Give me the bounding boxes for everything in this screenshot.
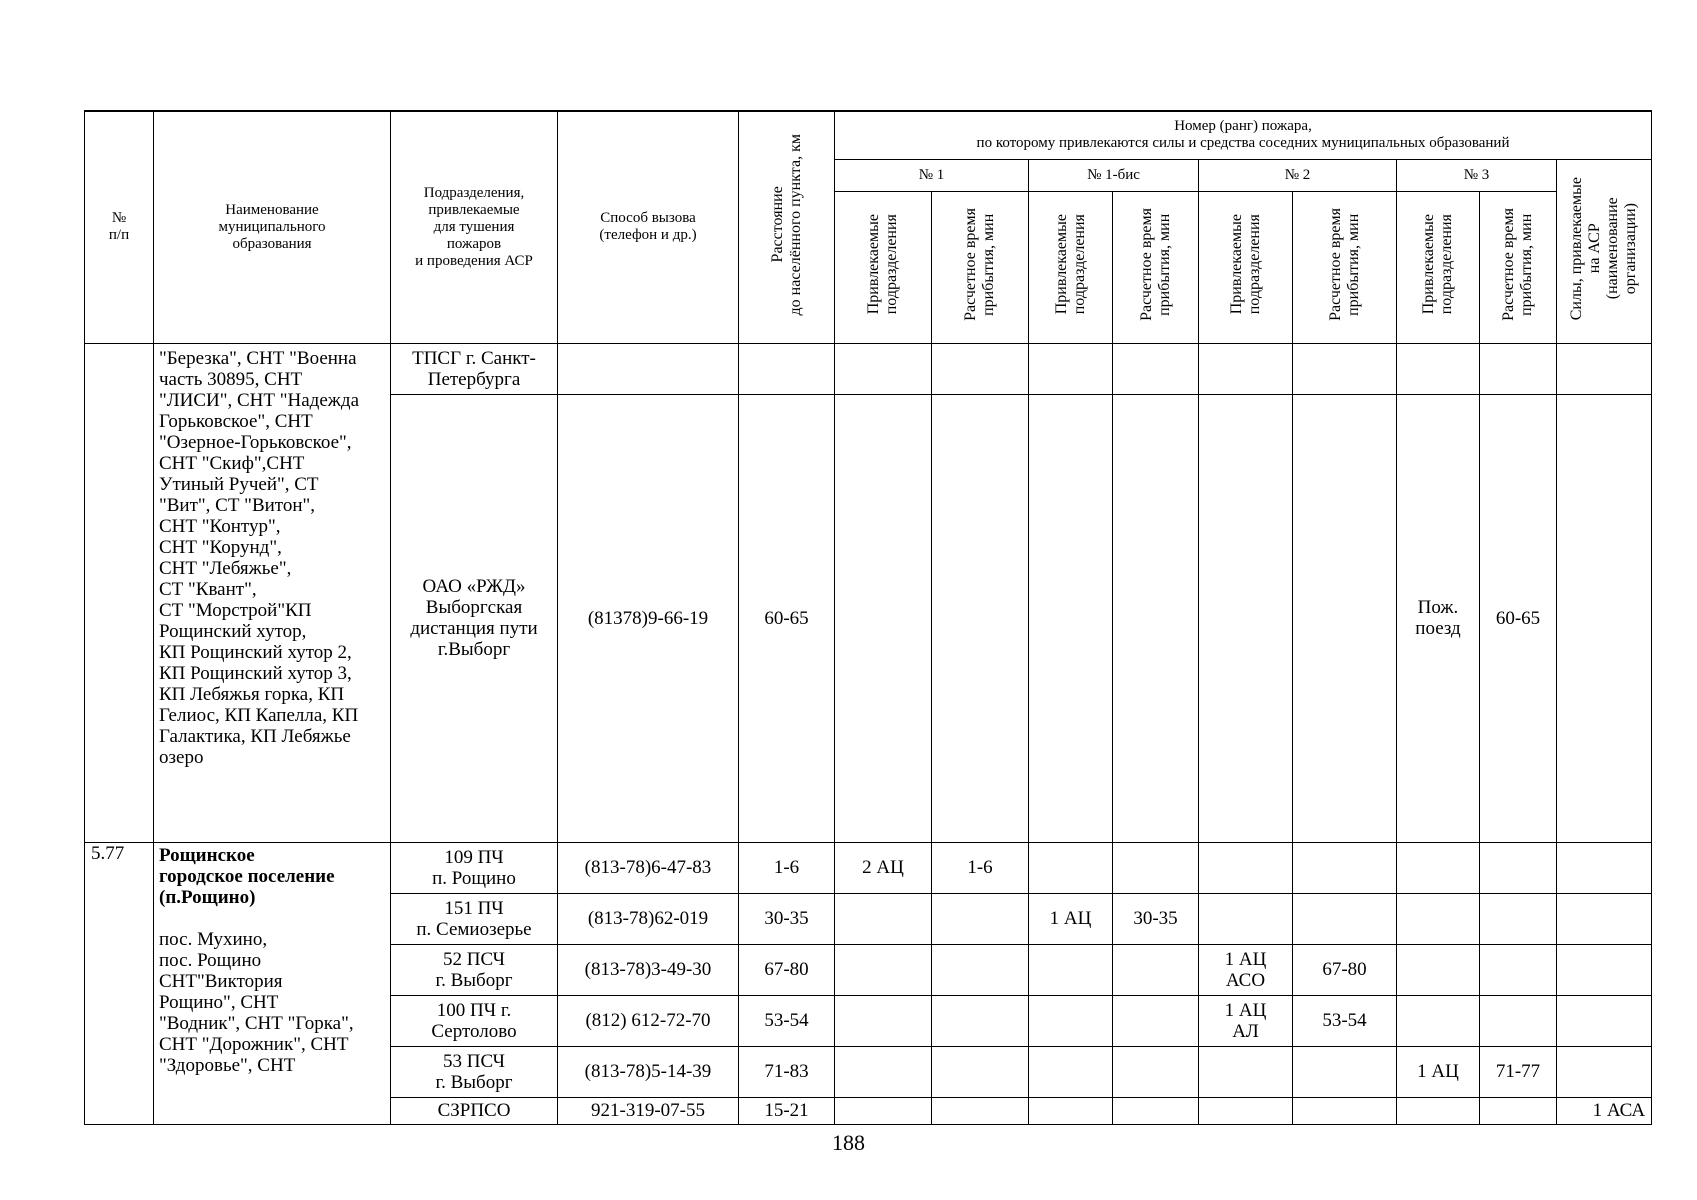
header-rank-1bis: № 1-бис	[1029, 159, 1199, 191]
r2-units-cell: 1 АЦ АЛ	[1199, 995, 1293, 1046]
r3-units-cell	[1397, 842, 1480, 893]
r1-units-cell	[835, 944, 932, 995]
r1b-units-cell	[1029, 842, 1113, 893]
call-cell: 921-319-07-55	[558, 1097, 739, 1124]
r1b-time-cell	[1113, 995, 1199, 1046]
r1b-time-cell	[1113, 1097, 1199, 1124]
r3-units-cell	[1397, 343, 1480, 394]
r1b-time-cell	[1113, 1046, 1199, 1097]
r1b-units-cell	[1029, 995, 1113, 1046]
header-asr: Силы, привлекаемые на АСР (наименование организации)	[1557, 159, 1652, 343]
r2-time-cell	[1293, 1046, 1397, 1097]
section-name-bold: Рощинское городское поселение (п.Рощино)	[159, 844, 335, 908]
unit-cell: 109 ПЧ п. Рощино	[391, 842, 558, 893]
distance-cell: 53-54	[739, 995, 835, 1046]
r1b-units-cell	[1029, 1046, 1113, 1097]
section-name	[154, 842, 391, 1124]
r2-units-cell: 1 АЦ АСО	[1199, 944, 1293, 995]
r1-time-cell	[932, 893, 1029, 944]
unit-cell: ТПСГ г. Санкт- Петербурга	[391, 343, 558, 394]
header-r1b-units: Привлекаемые подразделения	[1029, 191, 1113, 343]
header-r1b-time: Расчетное время прибытия, мин	[1113, 191, 1199, 343]
asr-cell	[1557, 1046, 1652, 1097]
distance-cell: 60-65	[739, 394, 835, 842]
r1b-units-cell	[1029, 944, 1113, 995]
r1-time-cell	[932, 1097, 1029, 1124]
asr-cell	[1557, 944, 1652, 995]
r3-time-cell	[1480, 995, 1557, 1046]
header-rank-3: № 3	[1397, 159, 1557, 191]
r3-time-cell	[1480, 1097, 1557, 1124]
r3-time-cell: 60-65	[1480, 394, 1557, 842]
header-distance: Расстояние до населённого пункта, км	[739, 111, 835, 343]
continuation-num	[85, 343, 154, 842]
r1-units-cell	[835, 893, 932, 944]
call-cell	[558, 343, 739, 394]
call-cell: (813-78)3-49-30	[558, 944, 739, 995]
continuation-name: "Березка", СНТ "Военна часть 30895, СНТ "ЛИСИ", СНТ "Надежда Горьковское", СНТ "Озерное-Горьковское", СНТ "Скиф",СНТ Утиный Ручей", СТ "Вит", СТ "Витон", СНТ "Контур", СНТ "Корунд", СНТ "Лебяжье", СТ "Квант", СТ "Морстрой"КП Рощинский хутор, КП Рощинский хутор 2, КП Рощинский хутор 3, КП Лебяжья горка, КП Гелиос, КП Капелла, КП Галактика, КП Лебяжье озеро	[154, 343, 391, 842]
r1-time-cell	[932, 995, 1029, 1046]
unit-cell: 53 ПСЧ г. Выборг	[391, 1046, 558, 1097]
unit-cell: 100 ПЧ г. Сертолово	[391, 995, 558, 1046]
table-row	[85, 842, 1652, 893]
r3-units-cell	[1397, 1097, 1480, 1124]
header-r2-time: Расчетное время прибытия, мин	[1293, 191, 1397, 343]
r1-units-cell: 2 АЦ	[835, 842, 932, 893]
call-cell: (813-78)62-019	[558, 893, 739, 944]
r2-units-cell	[1199, 893, 1293, 944]
r1b-units-cell: 1 АЦ	[1029, 893, 1113, 944]
header-r3-time: Расчетное время прибытия, мин	[1480, 191, 1557, 343]
asr-cell	[1557, 995, 1652, 1046]
unit-cell: СЗРПСО	[391, 1097, 558, 1124]
r1-units-cell	[835, 1046, 932, 1097]
header-num: № п/п	[85, 111, 154, 343]
header-group-title: Номер (ранг) пожара, по которому привлекаются силы и средства соседних муниципальных образований	[835, 111, 1652, 159]
r2-units-cell	[1199, 842, 1293, 893]
header-r1-units: Привлекаемые подразделения	[835, 191, 932, 343]
r1-time-cell	[932, 944, 1029, 995]
r3-time-cell: 71-77	[1480, 1046, 1557, 1097]
header-rank-2: № 2	[1199, 159, 1397, 191]
r3-time-cell	[1480, 842, 1557, 893]
header-call: Способ вызова (телефон и др.)	[558, 111, 739, 343]
call-cell: (813-78)6-47-83	[558, 842, 739, 893]
header-units: Подразделения, привлекаемые для тушения пожаров и проведения АСР	[391, 111, 558, 343]
unit-cell: 151 ПЧ п. Семиозерье	[391, 893, 558, 944]
r3-time-cell	[1480, 893, 1557, 944]
header-r3-units: Привлекаемые подразделения	[1397, 191, 1480, 343]
header-rank-1: № 1	[835, 159, 1029, 191]
asr-cell	[1557, 893, 1652, 944]
asr-cell	[1557, 842, 1652, 893]
table-row	[85, 343, 1652, 394]
r1-units-cell	[835, 995, 932, 1046]
r2-units-cell	[1199, 1046, 1293, 1097]
call-cell: (81378)9-66-19	[558, 394, 739, 842]
r3-units-cell: Пож. поезд	[1397, 394, 1480, 842]
r2-time-cell: 53-54	[1293, 995, 1397, 1046]
page-number: 188	[832, 1130, 865, 1155]
r1-time-cell: 1-6	[932, 842, 1029, 893]
r3-time-cell	[1480, 944, 1557, 995]
distance-cell: 15-21	[739, 1097, 835, 1124]
r2-units-cell	[1199, 1097, 1293, 1124]
r1b-time-cell	[1113, 944, 1199, 995]
r1b-time-cell: 30-35	[1113, 893, 1199, 944]
r1-units-cell	[835, 1097, 932, 1124]
r3-units-cell	[1397, 995, 1480, 1046]
asr-cell: 1 АСА	[1557, 1097, 1652, 1124]
r3-units-cell: 1 АЦ	[1397, 1046, 1480, 1097]
call-cell: (813-78)5-14-39	[558, 1046, 739, 1097]
distance-cell: 30-35	[739, 893, 835, 944]
r2-time-cell	[1293, 842, 1397, 893]
r3-time-cell	[1480, 343, 1557, 394]
r2-time-cell	[1293, 893, 1397, 944]
r1b-time-cell	[1113, 842, 1199, 893]
section-name-list: пос. Мухино, пос. Рощино СНТ"Виктория Рощино", СНТ "Водник", СНТ "Горка", СНТ "Дорожник", СНТ "Здоровье", СНТ	[159, 928, 354, 1076]
distance-cell: 67-80	[739, 944, 835, 995]
r3-units-cell	[1397, 893, 1480, 944]
r3-units-cell	[1397, 944, 1480, 995]
section-number: 5.77	[85, 842, 154, 1124]
distance-cell	[739, 343, 835, 394]
header-name: Наименование муниципального образования	[154, 111, 391, 343]
r1b-units-cell	[1029, 1097, 1113, 1124]
unit-cell: 52 ПСЧ г. Выборг	[391, 944, 558, 995]
r1-time-cell	[932, 1046, 1029, 1097]
unit-cell: ОАО «РЖД» Выборгская дистанция пути г.Выборг	[391, 394, 558, 842]
fire-forces-table	[84, 110, 1652, 1125]
distance-cell: 71-83	[739, 1046, 835, 1097]
header-r1-time: Расчетное время прибытия, мин	[932, 191, 1029, 343]
distance-cell: 1-6	[739, 842, 835, 893]
r2-time-cell: 67-80	[1293, 944, 1397, 995]
call-cell: (812) 612-72-70	[558, 995, 739, 1046]
r2-time-cell	[1293, 1097, 1397, 1124]
header-r2-units: Привлекаемые подразделения	[1199, 191, 1293, 343]
